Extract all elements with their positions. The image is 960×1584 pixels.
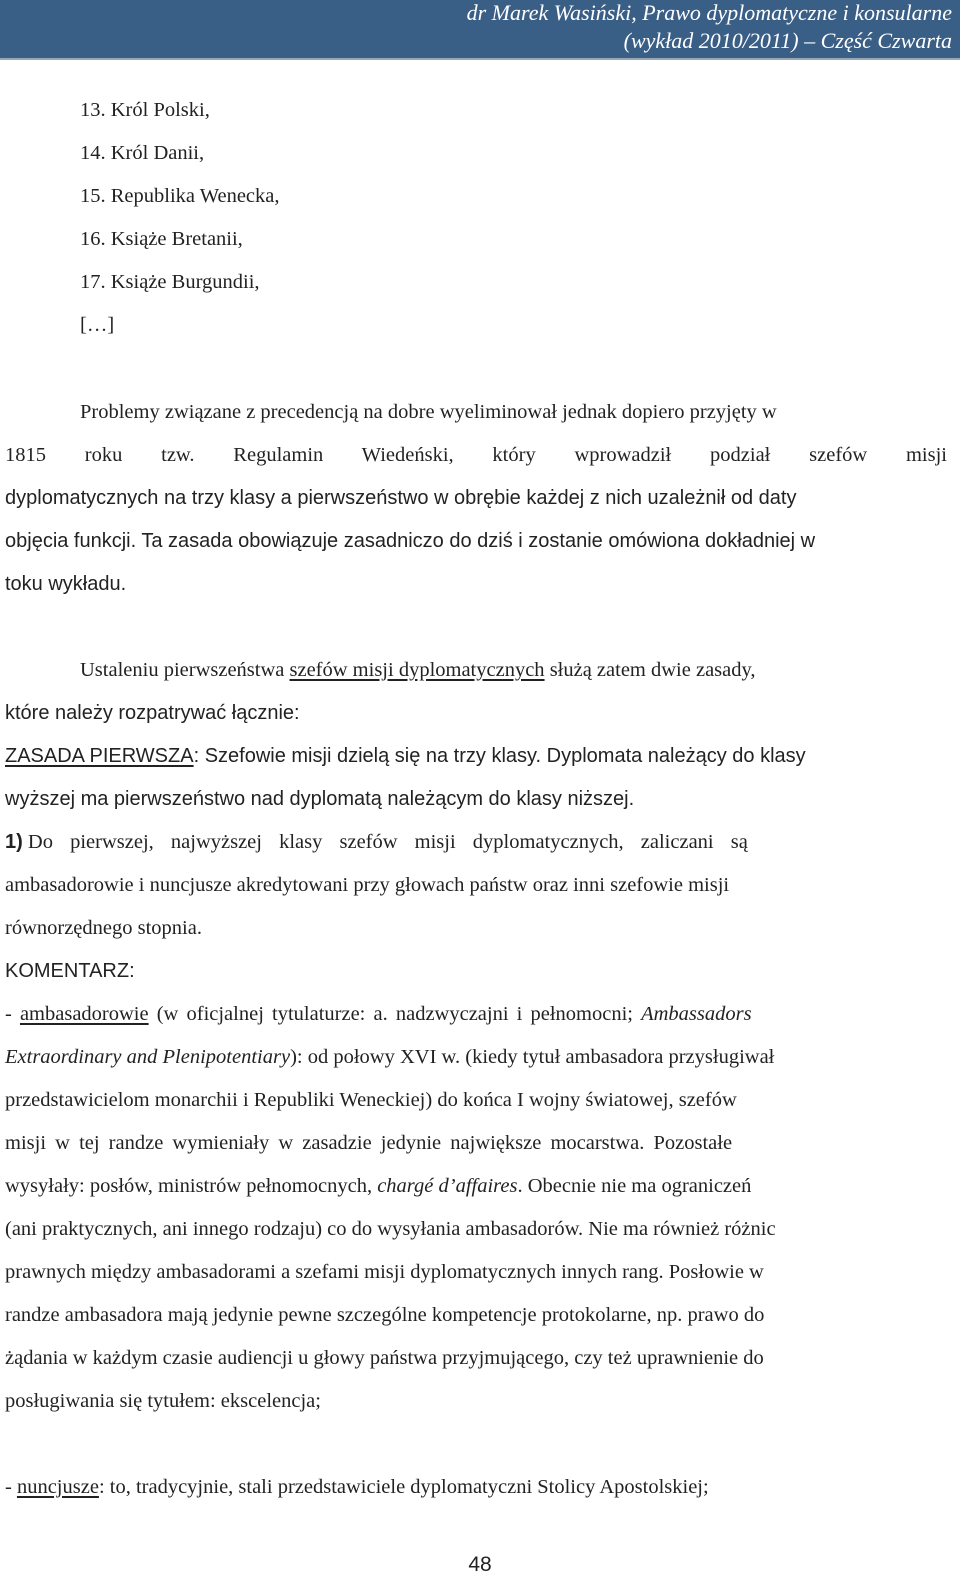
underlined-term: nuncjusze (16, 1476, 99, 1498)
point-number: 1) (5, 831, 23, 853)
paragraph-line: misji w tej randze wymieniały w zasadzie jedynie największe mocarstwa. Pozostałe (5, 1132, 733, 1154)
text-run: - (5, 1476, 17, 1498)
rule-label: ZASADA PIERWSZA (5, 745, 194, 767)
paragraph-line: dyplomatycznych na trzy klasy a pierwszeństwo w obrębie każdej z nich uzależnił od daty (5, 487, 797, 509)
nuncjusze-entry (5, 1475, 709, 1499)
italic-term: Ambassadors (641, 1003, 752, 1025)
paragraph-line: (ani praktycznych, ani innego rodzaju) co do wysyłania ambasadorów. Nie ma również różnic (5, 1218, 776, 1240)
paragraph-line (5, 830, 947, 854)
page-header (0, 0, 960, 60)
paragraph-line: równorzędnego stopnia. (5, 917, 202, 939)
italic-term: Extraordinary and Plenipotentiary (5, 1046, 291, 1068)
list-item: 15. Republika Wenecka, (80, 185, 280, 207)
paragraph-line (5, 744, 806, 768)
paragraph-line: objęcia funkcji. Ta zasada obowiązuje zasadniczo do dziś i zostanie omówiona dokładniej w (5, 530, 816, 552)
text-run: (w oficjalnej tytulaturze: a. nadzwyczajni i pełnomocni; (148, 1003, 642, 1025)
paragraph-line: ambasadorowie i nuncjusze akredytowani przy głowach państw oraz inni szefowie misji (5, 874, 730, 896)
text-run: : Szefowie misji dzielą się na trzy klasy. Dyplomata należący do klasy (193, 745, 806, 767)
paragraph-line: randze ambasadora mają jedynie pewne szczególne kompetencje protokolarne, np. prawo do (5, 1304, 765, 1326)
paragraph-line: żądania w każdym czasie audiencji u głowy państwa przyjmującego, czy też uprawnienie do (5, 1347, 764, 1369)
header-author-title: dr Marek Wasiński, Prawo dyplomatyczne i konsularne (466, 0, 952, 25)
text-run: ): od połowy XVI w. (kiedy tytuł ambasadora przysługiwał (290, 1046, 775, 1068)
text-run: Ustaleniu pierwszeństwa (80, 659, 290, 681)
underlined-term: szefów misji dyplomatycznych (289, 659, 545, 681)
paragraph-line: toku wykładu. (5, 573, 127, 595)
underlined-term: ambasadorowie (19, 1003, 149, 1025)
paragraph-line: Problemy związane z precedencją na dobre wyeliminował jednak dopiero przyjęty w (80, 401, 777, 423)
text-run: służą zatem dwie zasady, (544, 659, 756, 681)
list-item: 17. Książe Burgundii, (80, 271, 260, 293)
header-divider (0, 58, 960, 60)
header-lecture-info: (wykład 2010/2011) – Część Czwarta (623, 28, 952, 53)
list-item: […] (80, 314, 115, 336)
text-run: . Obecnie nie ma ograniczeń (517, 1175, 752, 1197)
list-item: 16. Książe Bretanii, (80, 228, 243, 250)
komentarz-heading: KOMENTARZ: (5, 960, 135, 982)
paragraph-line (5, 1174, 751, 1198)
paragraph-line: prawnych między ambasadorami a szefami misji dyplomatycznych innych rang. Posłowie w (5, 1261, 764, 1283)
italic-term: chargé d’affaires (377, 1175, 518, 1197)
page-number: 48 (468, 1553, 492, 1576)
paragraph-line (80, 658, 756, 682)
list-item: 14. Król Danii, (80, 142, 205, 164)
text-run: : to, tradycyjnie, stali przedstawiciele dyplomatyczni Stolicy Apostolskiej; (98, 1476, 709, 1498)
list-item: 13. Król Polski, (80, 99, 210, 121)
paragraph-line: które należy rozpatrywać łącznie: (5, 702, 300, 724)
paragraph-line: przedstawicielom monarchii i Republiki Weneckiej) do końca I wojny światowej, szefów (5, 1089, 737, 1111)
paragraph-line: wyższej ma pierwszeństwo nad dyplomatą należącym do klasy niższej. (5, 788, 635, 810)
text-run: - (5, 1003, 20, 1025)
paragraph-line (5, 1045, 774, 1069)
text-run: Do pierwszej, najwyższej klasy szefów misji dyplomatycznych, zaliczani są (27, 831, 748, 853)
paragraph-line: posługiwania się tytułem: ekscelencja; (5, 1390, 321, 1412)
paragraph-line: 1815 roku tzw. Regulamin Wiedeński, który wprowadził podział szefów misji (5, 444, 947, 466)
text-run: wysyłały: posłów, ministrów pełnomocnych, (5, 1175, 378, 1197)
paragraph-line (5, 1002, 752, 1026)
